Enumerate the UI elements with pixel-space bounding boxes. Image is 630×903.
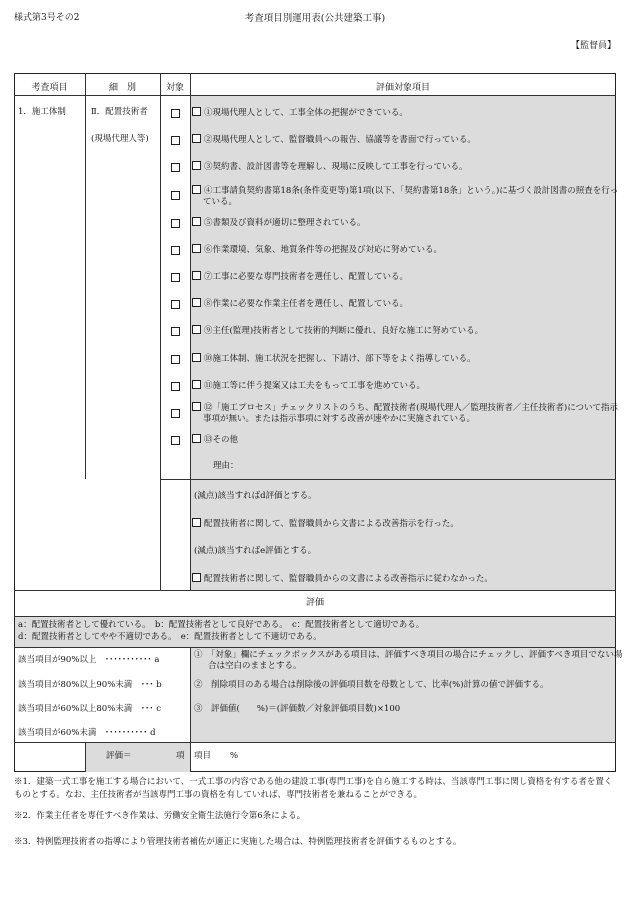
instruction-item: ③ 評価値( %)＝(評価数／対象評価項目数)×100 bbox=[194, 704, 401, 714]
role-label: 【監督員】 bbox=[570, 41, 616, 51]
item-checkbox[interactable] bbox=[192, 244, 201, 253]
score-percent: % bbox=[230, 751, 239, 761]
deduction-d-checkbox[interactable] bbox=[192, 518, 201, 527]
item-checkbox[interactable] bbox=[192, 298, 201, 307]
reason-label: 理由： bbox=[213, 461, 239, 471]
target-checkbox[interactable] bbox=[171, 436, 180, 445]
item-checkbox[interactable] bbox=[192, 402, 201, 411]
target-checkbox[interactable] bbox=[171, 273, 180, 282]
header-eval-items: 評価対象項目 bbox=[375, 83, 430, 93]
score-label: 評価＝ bbox=[106, 751, 132, 761]
item-checkbox[interactable] bbox=[192, 161, 201, 170]
note-1: ※1．建築一式工事を施工する場合において、一式工事の内容である他の建設工事(専門工事)を自ら施工する時は、当該専門工事に関し資格を有する者を置くものとする。なお、主任技術者が当該専門工事の資格を有していれば、専門技術者を兼ねることができる。 bbox=[14, 777, 613, 800]
item-checkbox[interactable] bbox=[192, 185, 201, 194]
item-text: ⑧作業に必要な作業主任者を選任し、配置している。 bbox=[204, 299, 409, 309]
target-checkbox[interactable] bbox=[171, 327, 180, 336]
criteria-item: 該当項目が90%以上 ･･･････････ a bbox=[18, 655, 160, 665]
subcategory-label: Ⅱ．配置技術者 bbox=[91, 107, 148, 117]
header-item: 考査項目 bbox=[31, 83, 68, 93]
item-checkbox[interactable] bbox=[192, 134, 201, 143]
header-detail: 細 別 bbox=[108, 83, 136, 93]
instruction-item: ① 「対象」欄にチェックボックスがある項目は、評価すべき項目の場合にチェックし、評価すべき項目でない場合は空白のままとする。 bbox=[194, 650, 623, 671]
criteria-item: 該当項目が60%未満 ･･････････ d bbox=[18, 728, 156, 738]
target-checkbox[interactable] bbox=[171, 163, 180, 172]
target-checkbox[interactable] bbox=[171, 136, 180, 145]
item-text: ⑥作業環境、気象、地質条件等の把握及び対応に努めている。 bbox=[204, 245, 443, 255]
target-checkbox[interactable] bbox=[171, 382, 180, 391]
target-checkbox[interactable] bbox=[171, 409, 180, 418]
deduction-e-item: 配置技術者に関して、監督職員からの文書による改善指示に従わなかった。 bbox=[192, 573, 493, 585]
item-text: ①現場代理人として、工事全体の把握ができている。 bbox=[204, 108, 408, 118]
deduction-d-item: 配置技術者に関して、監督職員から文書による改善指示を行った。 bbox=[192, 518, 459, 530]
grade-line-2: d：配置技術者としてやや不適切である。 e：配置技術者として不適切である。 bbox=[18, 632, 322, 642]
item-text: ③契約書、設計図書等を理解し、現場に反映して工事を行っている。 bbox=[204, 162, 468, 172]
item-text: ④工事請負契約書第18条(条件変更等)第1項(以下、「契約書第18条」という。)に基づく設計図書の照査を行っている。 bbox=[203, 186, 619, 207]
score-items-label: 項目 bbox=[194, 751, 212, 761]
item-text: ⑤書類及び資料が適切に整理されている。 bbox=[204, 218, 366, 228]
item-checkbox[interactable] bbox=[192, 380, 201, 389]
deduction-e-heading: (減点)該当すればe評価とする。 bbox=[194, 546, 317, 556]
item-checkbox[interactable] bbox=[192, 271, 201, 280]
score-count-unit: 項 bbox=[176, 751, 185, 761]
evaluation-header: 評価 bbox=[305, 598, 324, 608]
target-checkbox[interactable] bbox=[171, 246, 180, 255]
target-checkbox[interactable] bbox=[171, 219, 180, 228]
item-checkbox[interactable] bbox=[192, 217, 201, 226]
grade-line-1: a：配置技術者として優れている。 b：配置技術者として良好である。 c：配置技術者として適切である。 bbox=[18, 620, 425, 630]
note-2: ※2．作業主任者を専任すべき作業は、労働安全衛生法施行令第6条による。 bbox=[14, 811, 306, 821]
header-target: 対象 bbox=[165, 83, 184, 93]
criteria-item: 該当項目が80%以上90%未満 ･･･ b bbox=[18, 680, 162, 690]
item-text: ②現場代理人として、監督職員への報告、協議等を書面で行っている。 bbox=[204, 135, 476, 145]
item-checkbox[interactable] bbox=[192, 434, 201, 443]
target-checkbox[interactable] bbox=[171, 191, 180, 200]
item-text: ⑪施工等に伴う提案又は工夫をもって工事を進めている。 bbox=[204, 381, 426, 391]
score-shade bbox=[85, 742, 190, 772]
subcategory-sub-label: (現場代理人等) bbox=[91, 134, 149, 144]
note-3: ※3．特例監理技術者の指導により管理技術者補佐が適正に実施した場合は、特例監理技術者を評価するものとする。 bbox=[14, 837, 462, 847]
deduction-e-checkbox[interactable] bbox=[192, 573, 201, 582]
document-title: 考査項目別運用表(公共建築工事) bbox=[244, 13, 386, 24]
category-label: 1．施工体制 bbox=[18, 107, 66, 117]
item-checkbox[interactable] bbox=[192, 325, 201, 334]
target-checkbox[interactable] bbox=[171, 300, 180, 309]
item-text: ⑬その他 bbox=[204, 435, 239, 445]
item-text: ⑦工事に必要な専門技術者を選任し、配置している。 bbox=[204, 272, 409, 282]
item-checkbox[interactable] bbox=[192, 353, 201, 362]
form-number: 様式第3号その2 bbox=[14, 13, 80, 23]
item-text: ⑫「施工プロセス」チェックリストのうち、配置技術者(現場代理人／監理技術者／主任技術者)について指示事項が無い。または指示事項に対する改善が速やかに実施されている。 bbox=[203, 403, 619, 424]
target-checkbox[interactable] bbox=[171, 355, 180, 364]
item-text: ⑩施工体制、施工状況を把握し、下請け、部下等をよく指導している。 bbox=[204, 354, 476, 364]
target-checkbox[interactable] bbox=[171, 109, 180, 118]
item-checkbox[interactable] bbox=[192, 107, 201, 116]
criteria-item: 該当項目が60%以上80%未満 ･･･ c bbox=[18, 704, 161, 714]
item-text: ⑨主任(監理)技術者として技術的判断に優れ、良好な施工に努めている。 bbox=[204, 326, 484, 336]
instruction-item: ② 削除項目のある場合は削除後の評価項目数を母数として、比率(%)計算の値で評価する。 bbox=[194, 680, 549, 690]
deduction-d-heading: (減点)該当すればd評価とする。 bbox=[194, 491, 317, 501]
